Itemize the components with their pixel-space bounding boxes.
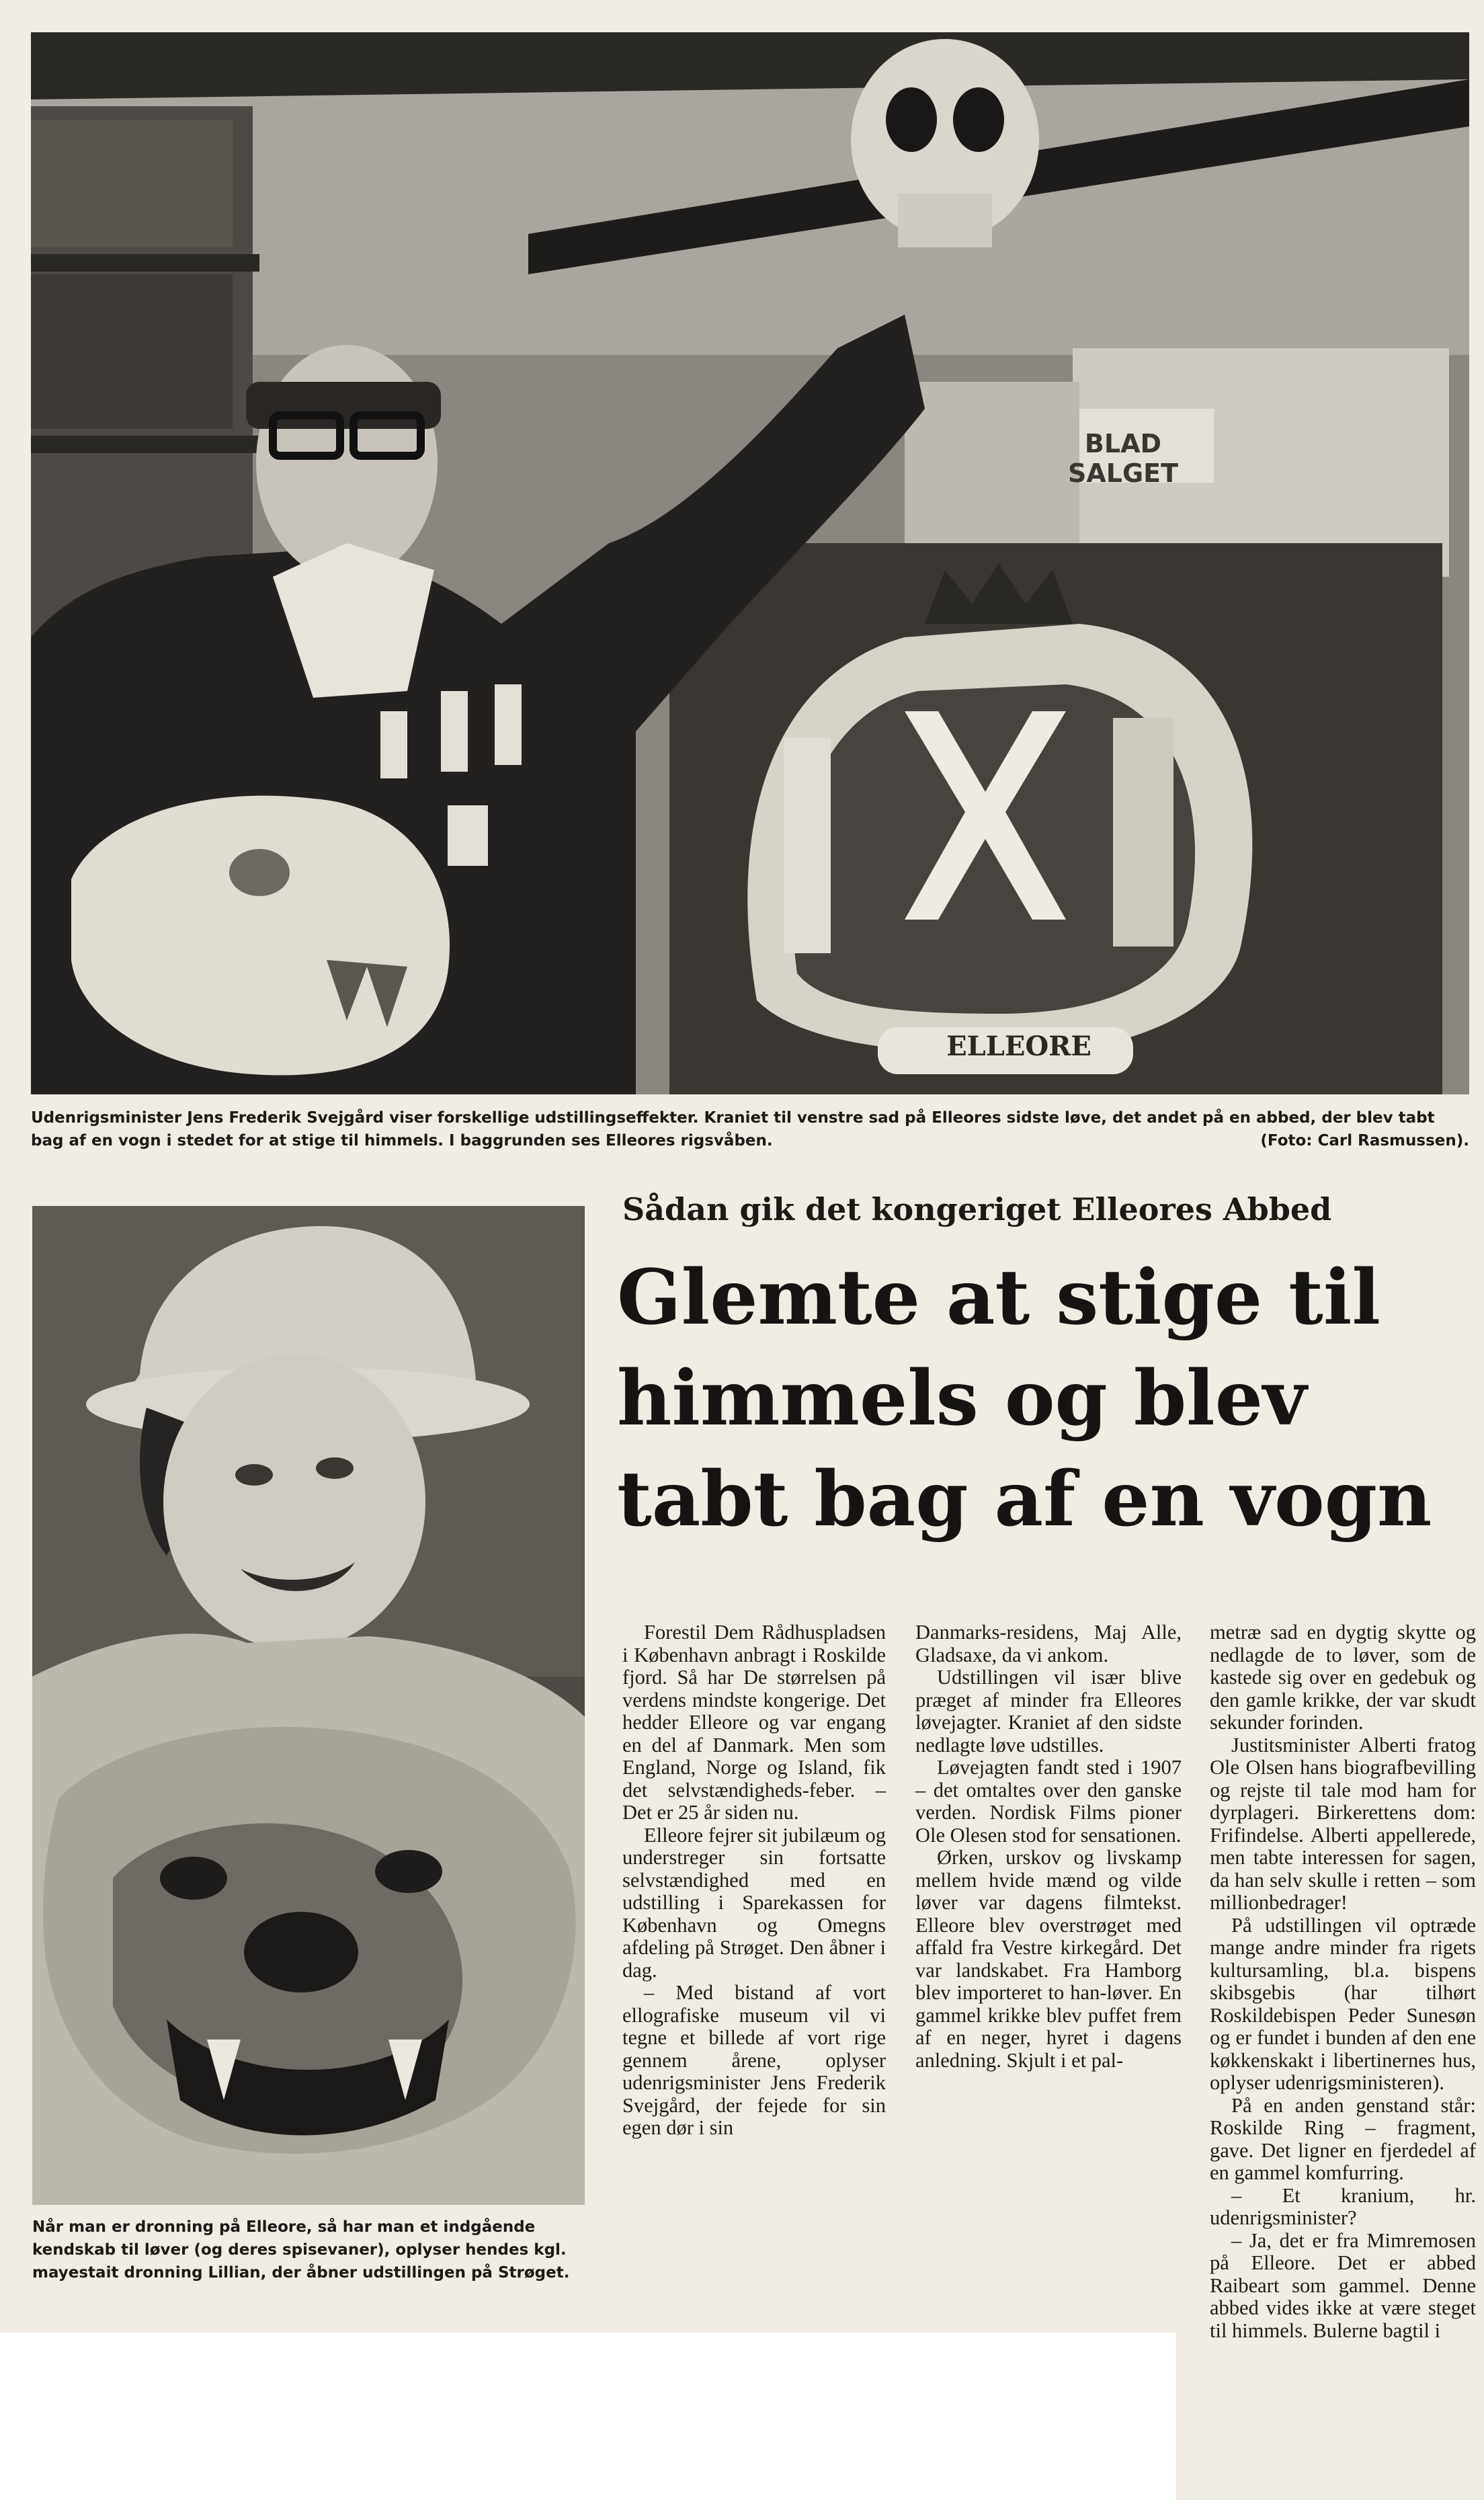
col2-paragraph-3: Løvejagten fandt sted i 1907 – det omtaltes over den ganske verden. Nordisk Films pioner Ole Olesen stod for sensationen. <box>915 1756 1182 1847</box>
col3-paragraph-5: – Et kranium, hr. udenrigsminister? <box>1210 2183 1476 2229</box>
article-kicker: Sådan gik det kongeriget Elleores Abbed <box>622 1191 1332 1227</box>
col2-paragraph-4: Ørken, urskov og livskamp mellem hvide mænd og vilde løver var dagens filmtekst. Elleore blev overstrøget med affald fra Vestre kirkegård. Det var landskabet. Fra Hamborg blev importeret to han-løver. En gammel krikke blev puffet frem af en neger, hyret i dagens anledning. Skjult i et pal- <box>915 1846 1182 2072</box>
col1-paragraph-3: – Med bistand af vort ellografiske museum vil vi tegne et billede af vort rige gennem årene, oplyser udenrigsminister Jens Frederik Svejgård, der fejede for sin egen dør i sin <box>622 1981 886 2139</box>
queen-photo-caption: Når man er dronning på Elleore, så har man et indgående kendskab til løver (og deres spisevaner), oplyser hendes kgl. mayestait dronning Lillian, der åbner udstillingen på Strøget. <box>32 2218 570 2282</box>
coat-of-arms-banner-text: ELLEORE <box>946 1031 1091 1062</box>
article-column-2 <box>915 1621 1182 2072</box>
col2-paragraph-1: Danmarks-residens, Maj Alle, Gladsaxe, da vi ankom. <box>915 1621 1182 1666</box>
article-column-1 <box>622 1621 886 2140</box>
col3-paragraph-3: På udstillingen vil optræde mange andre minder fra rigets kultursamling, bl.a. bispens skibsgebis (har tilhørt Roskildebispen Peder Sunesøn og er fundet i bunden af den ene køkkenskakt i libertinernes hus, oplyser udenrigsministeren). <box>1210 1913 1476 2094</box>
headline-line-2: himmels og blev <box>617 1355 1307 1443</box>
col1-paragraph-1: Forestil Dem Rådhuspladsen i København anbragt i Roskilde fjord. Så har De størrelsen på verdens mindste kongerige. Det hedder Elleore og var engang en del af Danmark. Men som England, Norge og Island, fik det selvstændigheds-feber. – Det er 25 år siden nu. <box>622 1621 886 1824</box>
article-headline <box>617 1248 1432 1550</box>
col2-paragraph-2: Udstillingen vil især blive præget af minder fra Elleores løvejagter. Kraniet af den sidste nedlagte løve udstilles. <box>915 1666 1182 1757</box>
article-column-3 <box>1210 1621 1476 2342</box>
col3-paragraph-2: Justitsminister Alberti fratog Ole Olsen hans biografbevilling og rejste til tale mod ham for dyrplageri. Birkerettens dom: Frifindelse. Alberti appellerede, men tabte interessen for sagen, da han selv skulle i retten – som millionbedrager! <box>1210 1733 1476 1914</box>
col3-paragraph-1: metræ sad en dygtig skytte og nedlagde de to løver, som de kastede sig over en gedebuk og den gamle krikke, der var skudt sekunder forinden. <box>1210 1621 1476 1734</box>
main-photo-caption <box>31 1106 1469 1152</box>
magazine-label: BLAD SALGET <box>1067 429 1179 488</box>
photo-credit: (Foto: Carl Rasmussen). <box>1260 1132 1469 1150</box>
headline-line-3: tabt bag af en vogn <box>617 1455 1432 1543</box>
main-photo <box>31 32 1469 1094</box>
queen-photo <box>32 1206 585 2205</box>
col3-paragraph-6: – Ja, det er fra Mimremosen på Elleore. Det er abbed Raibeart som gammel. Denne abbed vides ikke at være steget til himmels. Bulerne bagtil i <box>1210 2228 1476 2342</box>
col1-paragraph-2: Elleore fejrer sit jubilæum og understreger sin fortsatte selvstændighed med en udstilling i Sparekassen for København og Omegns afdeling på Strøget. Den åbner i dag. <box>622 1823 886 1982</box>
col3-paragraph-4: På en anden genstand står: Roskilde Ring – fragment, gave. Det ligner en fjerdedel af en gammel komfurring. <box>1210 2093 1476 2184</box>
headline-line-1: Glemte at stige til <box>617 1254 1380 1342</box>
caption-text: Udenrigsminister Jens Frederik Svejgård viser forskellige udstillingseffekter. Kraniet til venstre sad på Elleores sidste løve, det andet på en abbed, der blev tabt bag af en vogn i stedet for at stige til himmels. I baggrunden ses Elleores rigsvåben. <box>31 1109 1435 1150</box>
